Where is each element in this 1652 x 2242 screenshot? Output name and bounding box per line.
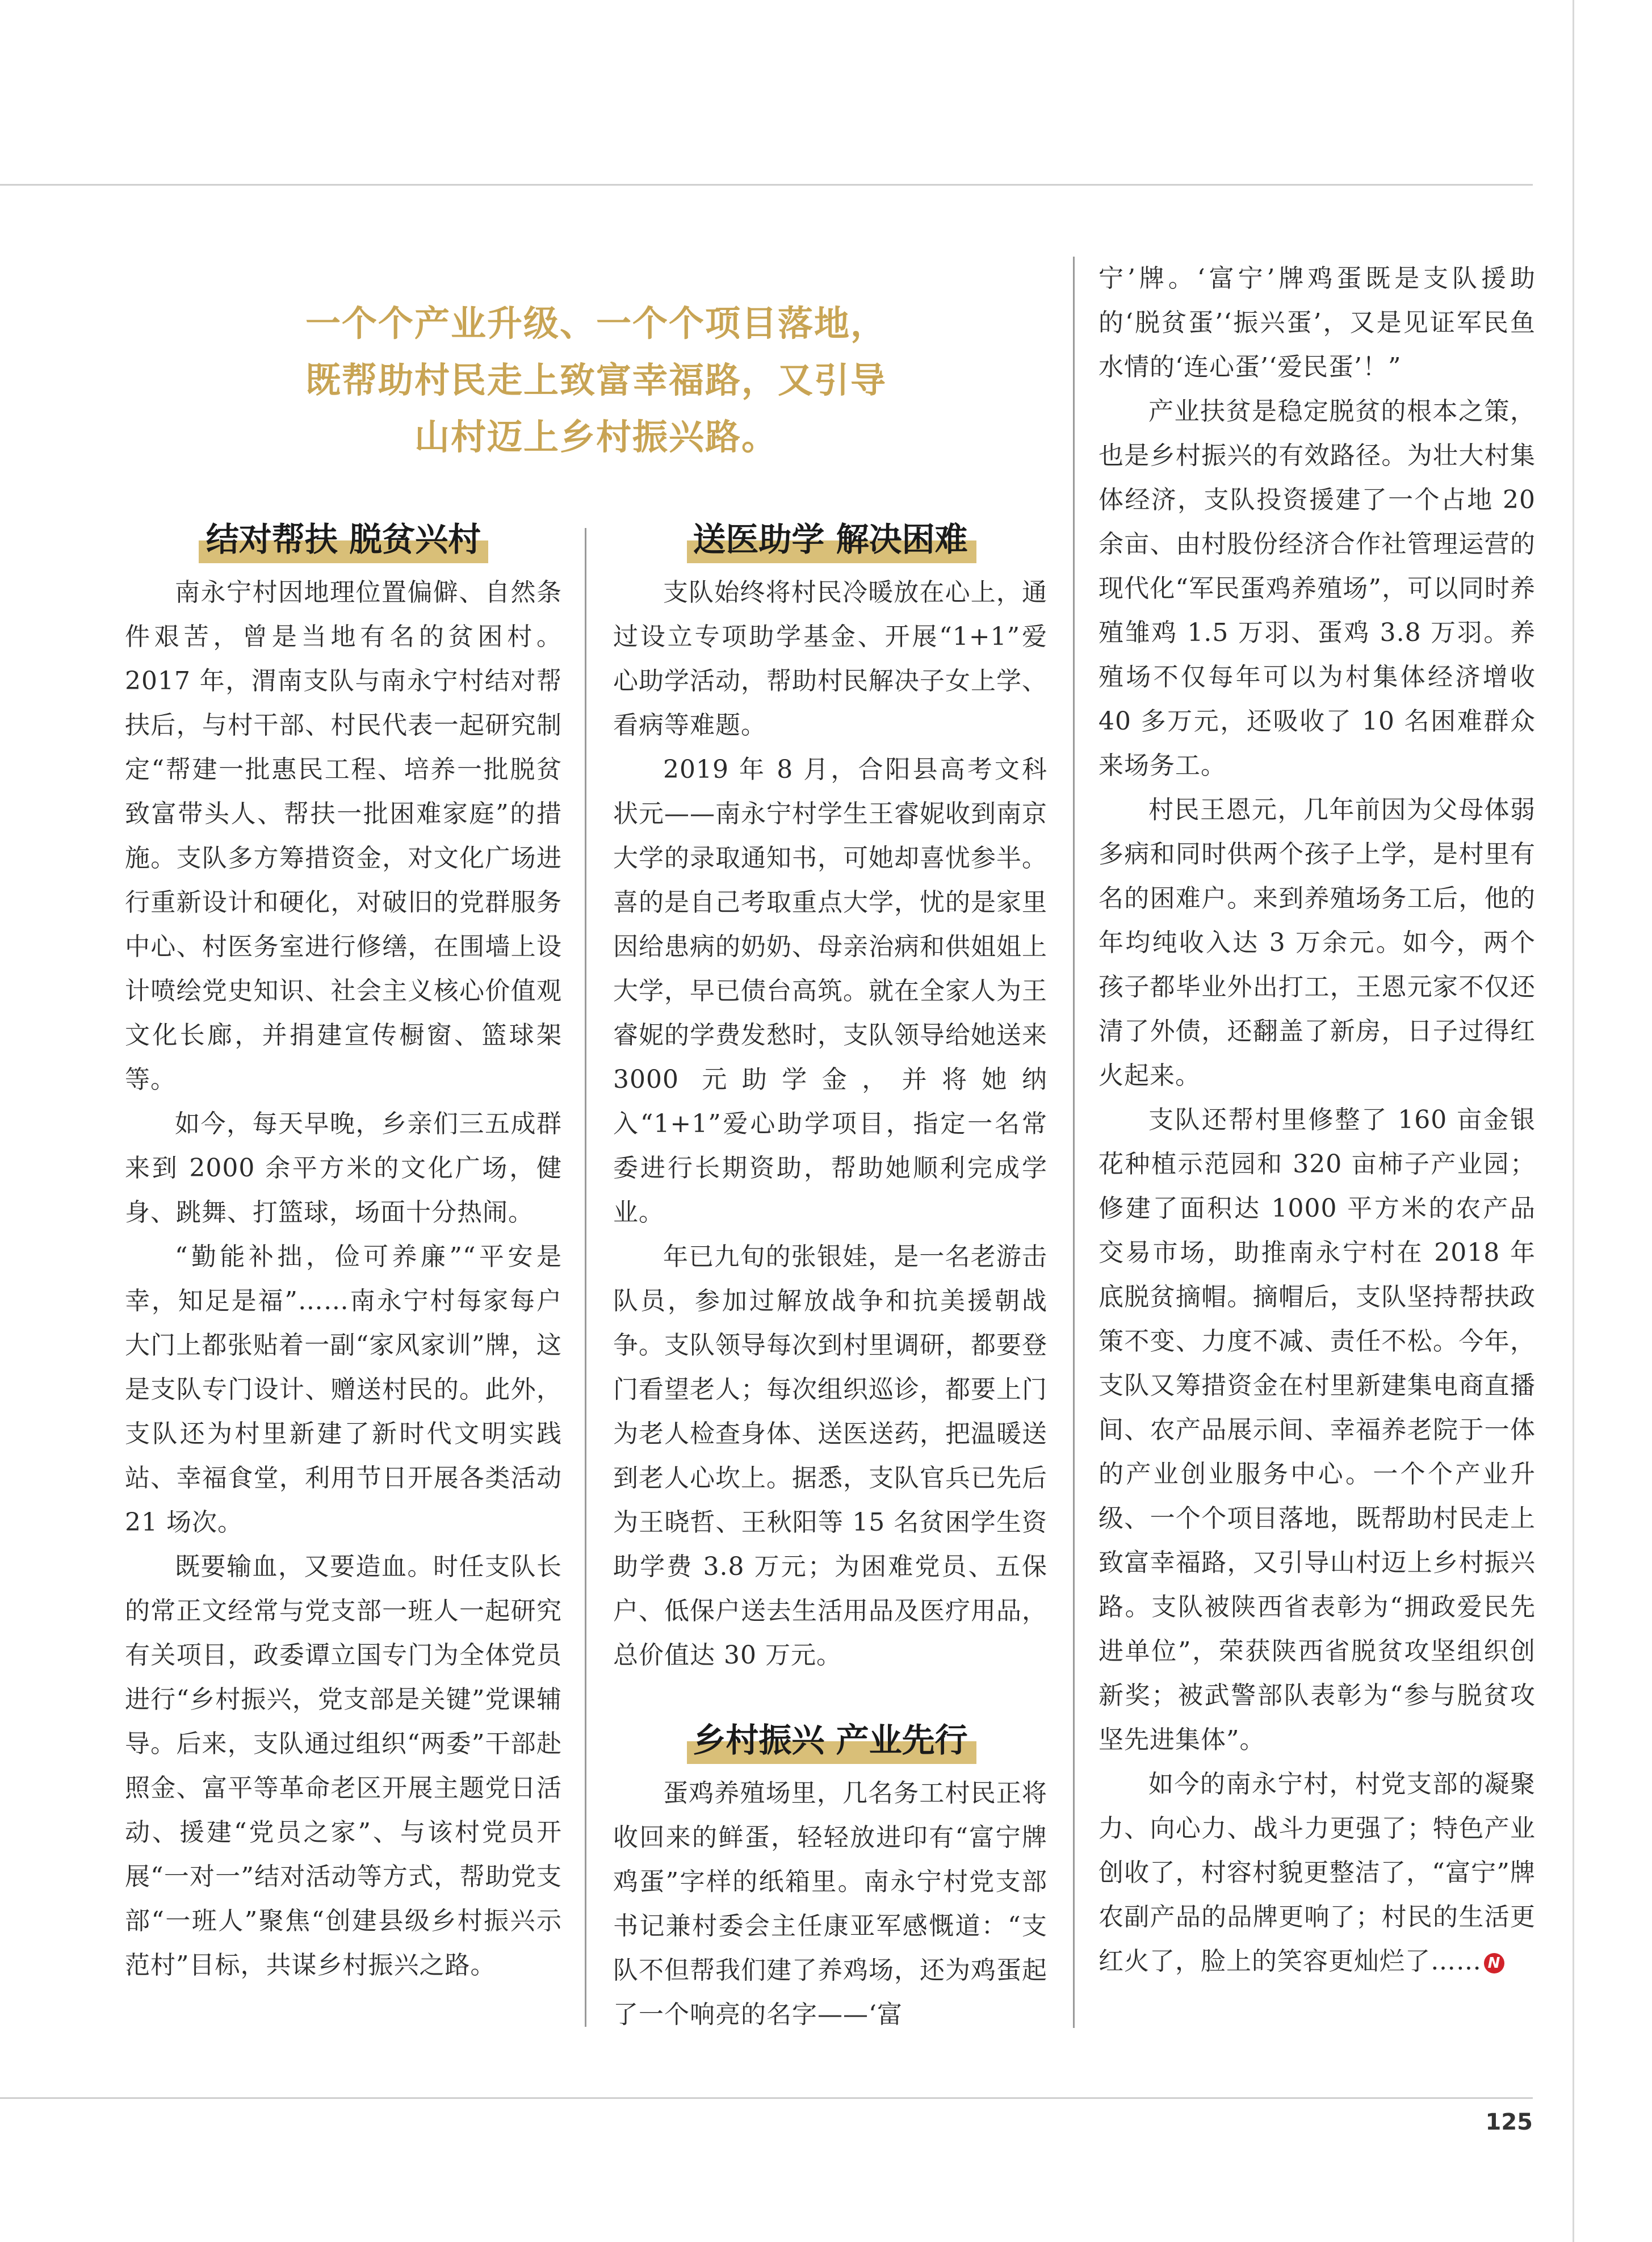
pull-quote-line: 既帮助村民走上致富幸福路，又引导 <box>305 359 887 401</box>
pull-quote-line: 一个个产业升级、一个个项目落地， <box>305 303 887 344</box>
paragraph: 既要输血，又要造血。时任支队长的常正文经常与党支部一班人一起研究有关项目，政委谭立国专门为全体党员进行“乡村振兴，党支部是关键”党课辅导。后来，支队通过组织“两委”干部赴照金、富平等革命老区开展主题党日活动、援建“党员之家”、与该村党员开展“一对一”结对活动等方式，帮助党支部“一班人”聚焦“创建县级乡村振兴示范村”目标，共谋乡村振兴之路。 <box>125 1552 562 1980</box>
column-divider <box>585 528 586 2027</box>
section-heading <box>613 511 1047 571</box>
paragraph: 蛋鸡养殖场里，几名务工村民正将收回来的鲜蛋，轻轻放进印有“富宁牌鸡蛋”字样的纸箱里。南永宁村党支部书记兼村委会主任康亚军感慨道：“支队不但帮我们建了养鸡场，还为鸡蛋起了一个响亮的名字——‘富 <box>613 1779 1047 2029</box>
heading-text: 结对帮扶 脱贫兴村 <box>206 520 481 559</box>
heading-text: 送医助学 解决困难 <box>693 520 968 559</box>
pull-quote-line: 山村迈上乡村振兴路。 <box>414 416 778 458</box>
column-2 <box>613 511 1047 2037</box>
top-rule <box>0 184 1533 186</box>
paragraph: 产业扶贫是稳定脱贫的根本之策，也是乡村振兴的有效路径。为壮大村集体经济，支队投资援建了一个占地 20 余亩、由村股份经济合作社管理运营的现代化“军民蛋鸡养殖场”，可以同时养殖雏鸡 1.5 万羽、蛋鸡 3.8 万羽。养殖场不仅每年可以为村集体经济增收 40 多万元，还吸收了 10 名困难群众来场务工。 <box>1098 397 1536 780</box>
end-mark-icon: N <box>1484 1953 1504 1973</box>
paragraph: 如今，每天早晚，乡亲们三五成群来到 2000 余平方米的文化广场，健身、跳舞、打篮球，场面十分热闹。 <box>125 1109 562 1227</box>
paragraph: 支队还帮村里修整了 160 亩金银花种植示范园和 320 亩柿子产业园；修建了面积达 1000 平方米的农产品交易市场，助推南永宁村在 2018 年底脱贫摘帽。摘帽后，支队坚持帮扶政策不变、力度不减、责任不松。今年，支队又筹措资金在村里新建集电商直播间、农产品展示间、幸福养老院于一体的产业创业服务中心。一个个产业升级、一个个项目落地，既帮助村民走上致富幸福路，又引导山村迈上乡村振兴路。支队被陕西省表彰为“拥政爱民先进单位”，荣获陕西省脱贫攻坚组织创新奖；被武警部队表彰为“参与脱贫攻坚先进集体”。 <box>1098 1105 1536 1754</box>
paragraph: 2019 年 8 月，合阳县高考文科状元——南永宁村学生王睿妮收到南京大学的录取通知书，可她却喜忧参半。喜的是自己考取重点大学，忧的是家里因给患病的奶奶、母亲治病和供姐姐上大学，早已债台高筑。就在全家人为王睿妮的学费发愁时，支队领导给她送来 3000 元助学金，并将她纳入“1+1”爱心助学项目，指定一名常委进行长期资助，帮助她顺利完成学业。 <box>613 755 1047 1227</box>
section-heading <box>125 511 562 571</box>
heading-text: 乡村振兴 产业先行 <box>693 1721 968 1759</box>
paragraph: 宁’牌。‘富宁’牌鸡蛋既是支队援助的‘脱贫蛋’‘振兴蛋’，又是见证军民鱼水情的‘连心蛋’‘爱民蛋’！” <box>1098 264 1536 382</box>
paragraph: 南永宁村因地理位置偏僻、自然条件艰苦，曾是当地有名的贫困村。2017 年，渭南支队与南永宁村结对帮扶后，与村干部、村民代表一起研究制定“帮建一批惠民工程、培养一批脱贫致富带头人、帮扶一批困难家庭”的措施。支队多方筹措资金，对文化广场进行重新设计和硬化，对破旧的党群服务中心、村医务室进行修缮，在围墙上设计喷绘党史知识、社会主义核心价值观文化长廊，并捐建宣传橱窗、篮球架等。 <box>125 578 562 1094</box>
paragraph-text: 如今的南永宁村，村党支部的凝聚力、向心力、战斗力更强了；特色产业创收了，村容村貌更整洁了，“富宁”牌农副产品的品牌更响了；村民的生活更红火了，脸上的笑容更灿烂了…… <box>1098 1770 1536 1976</box>
closing-paragraph <box>1098 1762 1536 1984</box>
section-heading <box>613 1712 1047 1771</box>
column-3 <box>1098 257 1536 1984</box>
page-edge <box>1573 0 1574 2242</box>
paragraph: “勤能补拙，俭可养廉”“平安是幸，知足是福”……南永宁村每家每户大门上都张贴着一副“家风家训”牌，这是支队专门设计、赠送村民的。此外，支队还为村里新建了新时代文明实践站、幸福食堂，利用节日开展各类活动 21 场次。 <box>125 1242 562 1537</box>
page-number: 125 <box>1485 2109 1533 2135</box>
bottom-rule <box>0 2097 1533 2099</box>
paragraph: 村民王恩元，几年前因为父母体弱多病和同时供两个孩子上学，是村里有名的困难户。来到养殖场务工后，他的年均纯收入达 3 万余元。如今，两个孩子都毕业外出打工，王恩元家不仅还清了外债，还翻盖了新房，日子过得红火起来。 <box>1098 795 1536 1090</box>
column-1 <box>125 511 562 1988</box>
pull-quote <box>227 295 965 466</box>
paragraph: 年已九旬的张银娃，是一名老游击队员，参加过解放战争和抗美援朝战争。支队领导每次到村里调研，都要登门看望老人；每次组织巡诊，都要上门为老人检查身体、送医送药，把温暖送到老人心坎上。据悉，支队官兵已先后为王晓哲、王秋阳等 15 名贫困学生资助学费 3.8 万元；为困难党员、五保户、低保户送去生活用品及医疗用品，总价值达 30 万元。 <box>613 1242 1047 1670</box>
paragraph: 支队始终将村民冷暖放在心上，通过设立专项助学基金、开展“1+1”爱心助学活动，帮助村民解决子女上学、看病等难题。 <box>613 578 1047 740</box>
column-divider <box>1073 257 1075 2028</box>
